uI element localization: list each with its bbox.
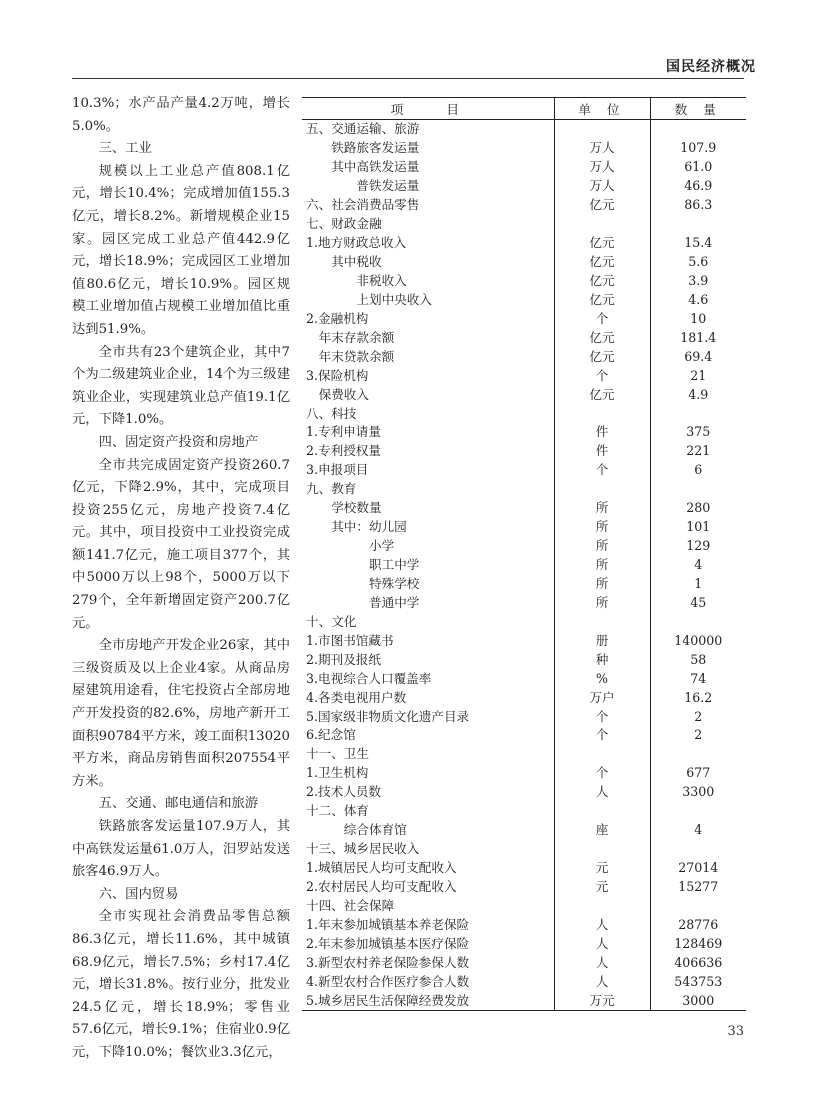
table-cell-unit <box>554 802 650 821</box>
table-cell-unit: 亿元 <box>554 347 650 366</box>
table-cell-quantity: 4.6 <box>650 290 746 309</box>
table-cell-item: 5.国家级非物质文化遗产目录 <box>306 708 470 724</box>
table-cell-unit: 万人 <box>554 158 650 177</box>
table-cell-quantity: 4 <box>650 821 746 840</box>
table-cell-unit: 亿元 <box>554 385 650 404</box>
table-row <box>302 158 746 177</box>
table-cell-quantity: 74 <box>650 669 746 688</box>
table-row <box>302 139 746 158</box>
table-cell-unit: 所 <box>554 593 650 612</box>
table-cell-quantity: 406636 <box>650 953 746 972</box>
table-cell-quantity: 129 <box>650 537 746 556</box>
table-row <box>302 612 746 631</box>
table-cell-quantity: 61.0 <box>650 158 746 177</box>
paragraph: 规模以上工业总产值808.1亿元，增长10.4%；完成增加值155.3亿元，增长8.2%。新增规模企业15家。园区完成工业总产值442.9亿元，增长18.9%；完成园区工业增加值80.6亿元，增长10.9%。园区规模工业增加值占规模工业增加值比重达到51.9%。 <box>72 163 290 337</box>
table-cell-unit: 个 <box>554 461 650 480</box>
statistics-table <box>302 97 746 1011</box>
table-cell-item: 小学 <box>369 538 395 554</box>
table-cell-unit: 个 <box>554 764 650 783</box>
table-cell-unit: 亿元 <box>554 234 650 253</box>
table-cell-item: 十一、卫生 <box>306 746 369 762</box>
table-cell-item: 普通中学 <box>369 594 420 610</box>
table-cell-quantity: 101 <box>650 518 746 537</box>
table-cell-quantity: 45 <box>650 593 746 612</box>
table-cell-quantity: 181.4 <box>650 328 746 347</box>
table-cell-quantity: 4 <box>650 556 746 575</box>
table-cell-unit <box>554 745 650 764</box>
table-cell-quantity: 27014 <box>650 859 746 878</box>
table-row <box>302 290 746 309</box>
table-cell-quantity: 677 <box>650 764 746 783</box>
table-row <box>302 707 746 726</box>
paragraph: 全市共完成固定资产投资260.7亿元，下降2.9%，其中，完成项目投资255亿元，房地产投资7.4亿元。其中，项目投资中工业投资完成额141.7亿元，施工项目377个，其中5000万以上98个，5000万以下279个，全年新增固定资产200.7亿元。 <box>72 457 290 631</box>
table-row <box>302 120 746 139</box>
table-row <box>302 518 746 537</box>
table-cell-item: 其中税收 <box>331 254 382 270</box>
table-row <box>302 972 746 991</box>
table-cell-item: 3.新型农村养老保险参保人数 <box>306 954 470 970</box>
table-row <box>302 650 746 669</box>
header-item: 项 目 <box>302 98 554 120</box>
table-cell-item: 3.保险机构 <box>306 367 369 383</box>
paragraph: 三、工业 <box>98 141 152 157</box>
table-row <box>302 688 746 707</box>
table-row <box>302 423 746 442</box>
table-cell-unit <box>554 404 650 423</box>
table-cell-unit: 册 <box>554 631 650 650</box>
table-row <box>302 442 746 461</box>
table-cell-item: 6.纪念馆 <box>306 727 356 743</box>
paragraph: 铁路旅客发运量107.9万人，其中高铁发运量61.0万人，汨罗站发送旅客46.9万人。 <box>72 819 290 880</box>
table-cell-quantity <box>650 896 746 915</box>
table-cell-quantity: 3300 <box>650 783 746 802</box>
table-cell-unit: 亿元 <box>554 272 650 291</box>
table-row <box>302 953 746 972</box>
table-row <box>302 177 746 196</box>
body-text-column <box>72 93 290 1065</box>
table-cell-item: 3.申报项目 <box>306 462 369 478</box>
table-cell-unit: 万元 <box>554 991 650 1010</box>
table-row <box>302 631 746 650</box>
table-cell-item: 4.各类电视用户数 <box>306 689 407 705</box>
table-cell-item: 十三、城乡居民收入 <box>306 841 420 857</box>
table-cell-quantity <box>650 745 746 764</box>
table-cell-quantity: 16.2 <box>650 688 746 707</box>
table-cell-unit: 亿元 <box>554 253 650 272</box>
table-cell-item: 4.新型农村合作医疗参合人数 <box>306 973 470 989</box>
table-cell-quantity: 2 <box>650 707 746 726</box>
table-header-row <box>302 98 746 120</box>
table-cell-unit: 所 <box>554 518 650 537</box>
table-row <box>302 783 746 802</box>
table-cell-item: 3.电视综合人口覆盖率 <box>306 670 432 686</box>
table-row <box>302 366 746 385</box>
table-row <box>302 991 746 1010</box>
table-cell-item: 非税收入 <box>356 272 407 288</box>
table-row <box>302 764 746 783</box>
table-cell-quantity <box>650 120 746 139</box>
table-cell-quantity: 128469 <box>650 934 746 953</box>
table-cell-quantity <box>650 802 746 821</box>
table-cell-item: 5.城乡居民生活保障经费发放 <box>302 991 554 1010</box>
paragraph: 10.3%；水产品产量4.2万吨，增长5.0%。 <box>72 96 290 134</box>
table-cell-item: 十、文化 <box>306 613 357 629</box>
table-row <box>302 309 746 328</box>
table-cell-item: 2.金融机构 <box>306 310 369 326</box>
table-cell-unit <box>554 840 650 859</box>
table-cell-quantity: 1 <box>650 575 746 594</box>
table-cell-item: 十四、社会保障 <box>306 897 395 913</box>
table-cell-quantity: 280 <box>650 499 746 518</box>
table-row <box>302 196 746 215</box>
table-cell-unit: 个 <box>554 707 650 726</box>
table-cell-unit: 人 <box>554 953 650 972</box>
table-cell-quantity: 107.9 <box>650 139 746 158</box>
table-cell-unit: 元 <box>554 859 650 878</box>
table-row <box>302 745 746 764</box>
table-cell-item: 2.期刊及报纸 <box>306 651 381 667</box>
table-row <box>302 915 746 934</box>
table-cell-unit: 人 <box>554 934 650 953</box>
header-quantity: 数 量 <box>650 98 746 120</box>
table-cell-item: 2.年末参加城镇基本医疗保险 <box>306 935 470 951</box>
table-cell-item: 铁路旅客发运量 <box>331 140 420 156</box>
table-cell-unit: 个 <box>554 726 650 745</box>
table-row <box>302 461 746 480</box>
table-cell-unit: 人 <box>554 783 650 802</box>
table-row <box>302 253 746 272</box>
table-row <box>302 556 746 575</box>
table-cell-quantity: 15277 <box>650 878 746 897</box>
table-cell-item: 十二、体育 <box>306 803 369 819</box>
table-row <box>302 537 746 556</box>
paragraph: 五、交通、邮电通信和旅游 <box>98 796 259 812</box>
table-cell-unit: 元 <box>554 878 650 897</box>
table-cell-item: 2.专利授权量 <box>306 443 381 459</box>
table-cell-quantity: 69.4 <box>650 347 746 366</box>
table-cell-unit: 亿元 <box>554 328 650 347</box>
table-row <box>302 272 746 291</box>
header-rule <box>72 78 744 79</box>
table-cell-item: 五、交通运输、旅游 <box>306 121 420 137</box>
table-cell-quantity: 10 <box>650 309 746 328</box>
table-cell-item: 1.专利申请量 <box>306 424 381 440</box>
table-cell-quantity: 375 <box>650 423 746 442</box>
header-unit: 单 位 <box>554 98 650 120</box>
table-cell-quantity <box>650 480 746 499</box>
table-cell-unit <box>554 480 650 499</box>
table-cell-quantity: 86.3 <box>650 196 746 215</box>
table-cell-unit: 所 <box>554 556 650 575</box>
table-cell-quantity <box>650 215 746 234</box>
table-row <box>302 821 746 840</box>
table-cell-item: 年末贷款余额 <box>318 348 395 364</box>
table-cell-quantity <box>650 612 746 631</box>
table-cell-unit: 人 <box>554 915 650 934</box>
table-cell-item: 其中高铁发运量 <box>331 159 420 175</box>
table-cell-item: 特殊学校 <box>369 575 420 591</box>
table-cell-quantity: 15.4 <box>650 234 746 253</box>
table-row <box>302 669 746 688</box>
paragraph: 四、固定资产投资和房地产 <box>98 434 259 450</box>
table-cell-unit <box>554 896 650 915</box>
table-cell-unit <box>554 215 650 234</box>
table-row <box>302 896 746 915</box>
table-cell-item: 1.城镇居民人均可支配收入 <box>306 860 457 876</box>
table-cell-unit: 万人 <box>554 139 650 158</box>
table-cell-unit: 所 <box>554 499 650 518</box>
table-cell-item: 1.地方财政总收入 <box>306 235 407 251</box>
table-cell-quantity: 140000 <box>650 631 746 650</box>
table-cell-item: 上划中央收入 <box>356 291 432 307</box>
table-cell-unit: 座 <box>554 821 650 840</box>
table-cell-quantity: 221 <box>650 442 746 461</box>
table-cell-unit: 亿元 <box>554 290 650 309</box>
table-row <box>302 802 746 821</box>
table-cell-item: 八、科技 <box>306 405 357 421</box>
table-cell-quantity: 58 <box>650 650 746 669</box>
table-cell-unit: 个 <box>554 366 650 385</box>
table-body <box>302 120 746 1011</box>
table-cell-item: 其中：幼儿园 <box>331 519 407 535</box>
table-cell-quantity: 3.9 <box>650 272 746 291</box>
table-cell-quantity: 21 <box>650 366 746 385</box>
table-cell-quantity: 5.6 <box>650 253 746 272</box>
table-cell-quantity: 6 <box>650 461 746 480</box>
table-row <box>302 726 746 745</box>
table-row <box>302 840 746 859</box>
table-cell-item: 职工中学 <box>369 557 420 573</box>
paragraph: 全市共有23个建筑企业，其中7个为二级建筑业企业，14个为三级建筑业企业，实现建筑业总产值19.1亿元，下降1.0%。 <box>72 344 290 428</box>
statistics-table-wrapper <box>302 97 746 1011</box>
table-cell-quantity: 28776 <box>650 915 746 934</box>
table-row <box>302 934 746 953</box>
table-cell-unit: % <box>554 669 650 688</box>
paragraph: 全市实现社会消费品零售总额86.3亿元，增长11.6%，其中城镇68.9亿元，增长7.5%；乡村17.4亿元，增长31.8%。按行业分，批发业24.5亿元，增长18.9%；零售业57.6亿元，增长9.1%；住宿业0.9亿元，下降10.0%；餐饮业3.3亿元， <box>72 909 290 1060</box>
table-cell-quantity: 2 <box>650 726 746 745</box>
table-cell-unit: 人 <box>554 972 650 991</box>
table-cell-unit: 万户 <box>554 688 650 707</box>
table-row <box>302 234 746 253</box>
paragraph: 六、国内贸易 <box>98 886 179 902</box>
table-cell-unit <box>554 612 650 631</box>
table-cell-unit: 所 <box>554 537 650 556</box>
table-cell-unit: 万人 <box>554 177 650 196</box>
table-cell-item: 保费收入 <box>318 386 369 402</box>
table-cell-item: 综合体育馆 <box>343 822 407 838</box>
table-cell-unit: 件 <box>554 442 650 461</box>
table-row <box>302 347 746 366</box>
table-cell-quantity <box>650 840 746 859</box>
table-cell-item: 七、财政金融 <box>306 216 382 232</box>
table-cell-quantity <box>650 404 746 423</box>
table-cell-unit: 所 <box>554 575 650 594</box>
table-cell-item: 九、教育 <box>306 481 357 497</box>
table-cell-unit: 种 <box>554 650 650 669</box>
table-row <box>302 593 746 612</box>
table-cell-quantity: 4.9 <box>650 385 746 404</box>
paragraph: 全市房地产开发企业26家，其中三级资质及以上企业4家。从商品房屋建筑用途看，住宅投资占全部房地产开发投资的82.6%，房地产新开工面积90784平方米，竣工面积13020平方米，商品房销售面积207554平方米。 <box>72 638 290 789</box>
table-cell-item: 普铁发运量 <box>356 178 420 194</box>
table-cell-item: 六、社会消费品零售 <box>306 197 420 213</box>
table-cell-item: 1.市图书馆藏书 <box>306 632 394 648</box>
table-row <box>302 404 746 423</box>
page-number: 33 <box>727 1024 744 1039</box>
table-cell-unit <box>554 120 650 139</box>
table-cell-item: 1.年末参加城镇基本养老保险 <box>306 916 470 932</box>
table-cell-unit: 件 <box>554 423 650 442</box>
table-row <box>302 328 746 347</box>
table-cell-item: 年末存款余额 <box>318 329 395 345</box>
table-cell-item: 1.卫生机构 <box>306 765 369 781</box>
table-cell-item: 2.农村居民人均可支配收入 <box>306 878 457 894</box>
table-cell-item: 学校数量 <box>331 500 382 516</box>
table-row <box>302 878 746 897</box>
table-cell-unit: 个 <box>554 309 650 328</box>
table-cell-quantity: 46.9 <box>650 177 746 196</box>
table-row <box>302 385 746 404</box>
table-row <box>302 859 746 878</box>
table-row <box>302 499 746 518</box>
table-cell-quantity: 543753 <box>650 972 746 991</box>
table-cell-unit: 亿元 <box>554 196 650 215</box>
table-row <box>302 215 746 234</box>
table-cell-quantity: 3000 <box>650 991 746 1010</box>
table-cell-item: 2.技术人员数 <box>306 784 381 800</box>
table-row <box>302 575 746 594</box>
running-header-title: 国民经济概况 <box>666 59 756 75</box>
table-row <box>302 480 746 499</box>
